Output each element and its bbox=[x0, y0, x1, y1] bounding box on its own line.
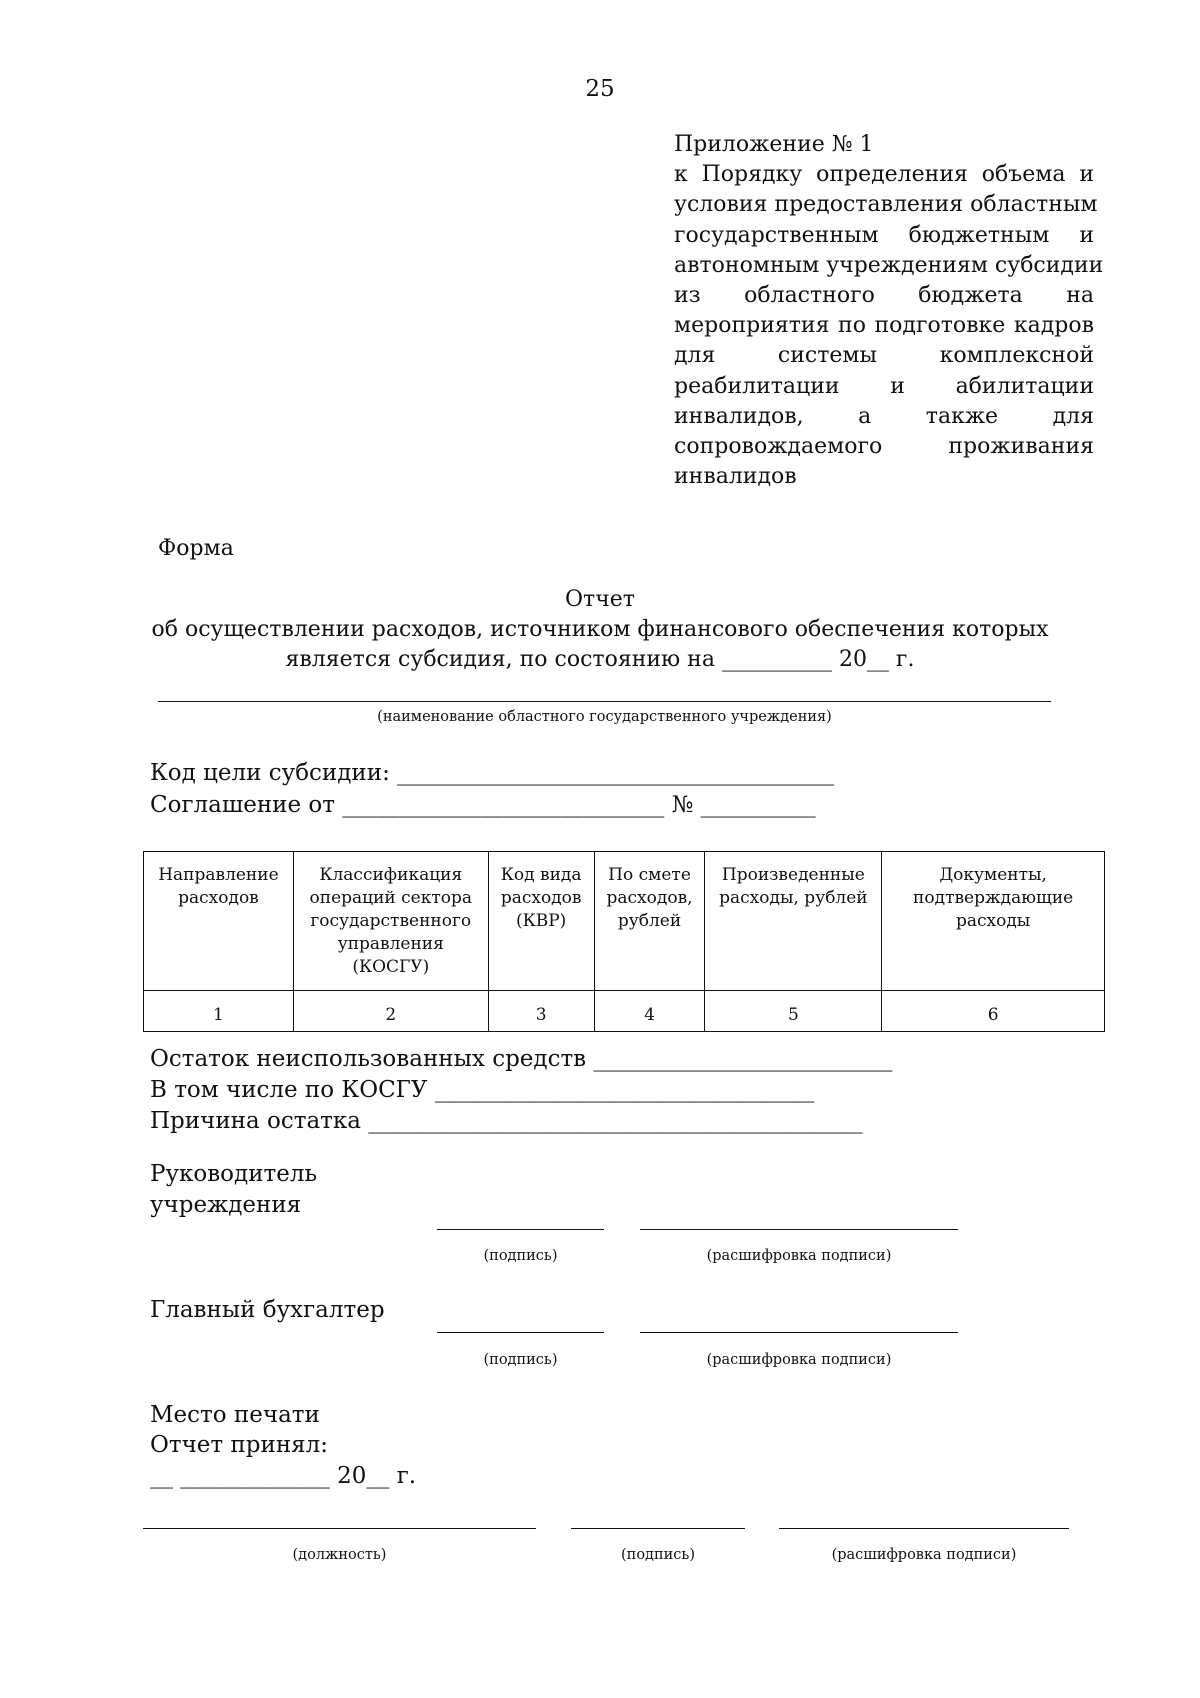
signature-caption: (подпись) bbox=[483, 1352, 558, 1368]
stamp-place-label: Место печати bbox=[150, 1402, 320, 1428]
header-kvr: Код вида расходов (КВР) bbox=[488, 852, 594, 991]
header-direction: Направление расходов bbox=[144, 852, 294, 991]
appendix-block bbox=[674, 130, 1104, 492]
agreement-field[interactable]: Соглашение от ____________________________ № __________ bbox=[150, 792, 816, 818]
form-label: Форма bbox=[158, 536, 234, 561]
decoding-caption: (расшифровка подписи) bbox=[706, 1352, 892, 1368]
column-number: 3 bbox=[488, 991, 594, 1032]
appendix-line: к Порядку определения объема и bbox=[674, 162, 1094, 188]
header-spent: Произведенные расходы, рублей bbox=[705, 852, 882, 991]
report-accepted-label: Отчет принял: bbox=[150, 1432, 329, 1458]
accountant-signature-line[interactable] bbox=[437, 1332, 604, 1333]
appendix-line: мероприятия по подготовке кадров bbox=[674, 313, 1094, 339]
header-kosgu: Классификация операций сектора государственного управления (КОСГУ) bbox=[293, 852, 488, 991]
acceptor-signature-line[interactable] bbox=[571, 1528, 745, 1529]
appendix-line: условия предоставления областным bbox=[674, 192, 1098, 218]
appendix-line: для системы комплексной bbox=[674, 343, 1094, 369]
column-number: 4 bbox=[594, 991, 705, 1032]
decoding-caption: (расшифровка подписи) bbox=[706, 1248, 892, 1264]
institution-caption: (наименование областного государственного учреждения) bbox=[377, 709, 832, 725]
chief-accountant-label: Главный бухгалтер bbox=[150, 1297, 385, 1323]
institution-name-line[interactable] bbox=[158, 701, 1051, 702]
accepted-date-field[interactable]: __ _____________ 20__ г. bbox=[150, 1463, 417, 1489]
appendix-line: сопровождаемого проживания bbox=[674, 434, 1094, 460]
report-subtitle-line: об осуществлении расходов, источником финансового обеспечения которых bbox=[151, 617, 1049, 642]
appendix-line: реабилитации и абилитации bbox=[674, 373, 1094, 399]
appendix-line: инвалидов bbox=[674, 464, 797, 490]
report-title: Отчет bbox=[565, 587, 635, 612]
appendix-line: государственным бюджетным и bbox=[674, 222, 1094, 248]
table-row bbox=[144, 991, 1105, 1032]
head-label-2: учреждения bbox=[150, 1192, 302, 1218]
column-number: 1 bbox=[144, 991, 294, 1032]
report-subtitle-line: является субсидия, по состоянию на __________ 20__ г. bbox=[285, 647, 915, 672]
remainder-reason-field[interactable]: Причина остатка ___________________________________________ bbox=[150, 1108, 863, 1134]
header-documents: Документы, подтверждающие расходы bbox=[882, 852, 1105, 991]
table-header-row bbox=[144, 852, 1105, 991]
appendix-line: автономным учреждениям субсидии bbox=[674, 252, 1104, 278]
column-number: 2 bbox=[293, 991, 488, 1032]
signature-caption: (подпись) bbox=[621, 1547, 695, 1563]
decoding-caption: (расшифровка подписи) bbox=[831, 1547, 1017, 1563]
expenses-table bbox=[143, 851, 1105, 1032]
head-label: Руководитель bbox=[150, 1161, 317, 1187]
kosgu-remainder-field[interactable]: В том числе по КОСГУ _________________________________ bbox=[150, 1077, 815, 1103]
accountant-decoding-line[interactable] bbox=[640, 1332, 958, 1333]
signature-caption: (подпись) bbox=[483, 1248, 558, 1264]
appendix-line: из областного бюджета на bbox=[674, 283, 1094, 309]
appendix-line: инвалидов, а также для bbox=[674, 403, 1094, 429]
column-number: 6 bbox=[882, 991, 1105, 1032]
head-decoding-line[interactable] bbox=[640, 1229, 958, 1230]
column-number: 5 bbox=[705, 991, 882, 1032]
acceptor-decoding-line[interactable] bbox=[779, 1528, 1069, 1529]
appendix-line: Приложение № 1 bbox=[674, 132, 874, 157]
header-estimate: По смете расходов, рублей bbox=[594, 852, 705, 991]
position-line[interactable] bbox=[143, 1528, 536, 1529]
subsidy-code-field[interactable]: Код цели субсидии: ______________________________________ bbox=[150, 760, 835, 786]
position-caption: (должность) bbox=[292, 1547, 387, 1563]
page-number: 25 bbox=[585, 76, 615, 102]
head-signature-line[interactable] bbox=[437, 1229, 604, 1230]
unused-remainder-field[interactable]: Остаток неиспользованных средств __________________________ bbox=[150, 1046, 893, 1072]
